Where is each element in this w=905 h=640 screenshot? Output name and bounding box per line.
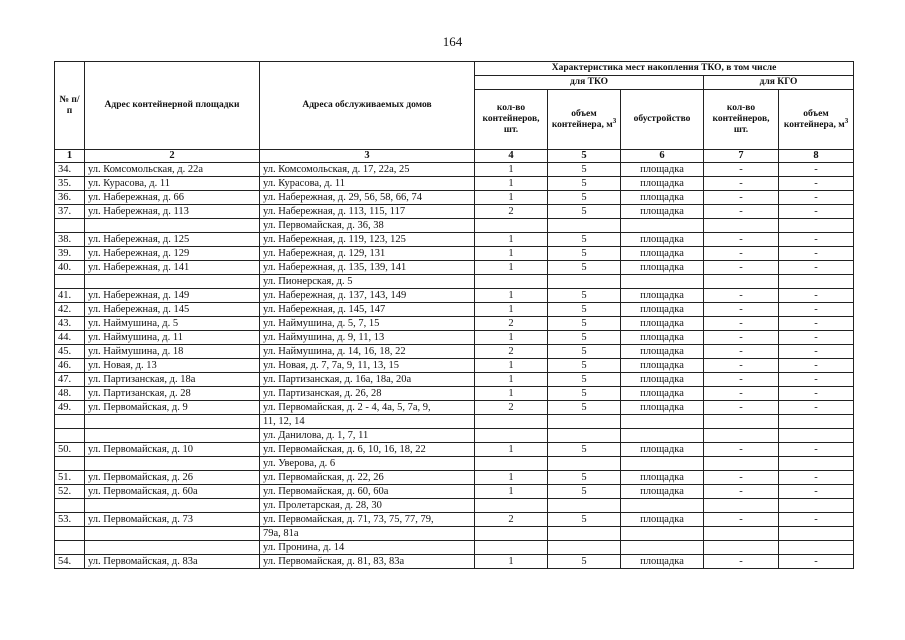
served-houses: ул. Первомайская, д. 2 - 4, 4а, 5, 7а, 9, [260,401,475,415]
kgo-count: - [704,485,779,499]
kgo-count: - [704,247,779,261]
header-characteristics: Характеристика мест накопления ТКО, в том числе [475,62,854,76]
header-count-tko: кол-во контейнеров, шт. [475,90,548,150]
tko-count: 1 [475,443,548,457]
row-number: 49. [55,401,85,415]
table-row-continuation [55,541,854,555]
kgo-count: - [704,471,779,485]
served-houses: ул. Набережная, д. 137, 143, 149 [260,289,475,303]
table-row-continuation [55,499,854,513]
site-address: ул. Набережная, д. 129 [85,247,260,261]
kgo-count: - [704,387,779,401]
site-address-blank [85,415,260,429]
arrangement: площадка [621,359,704,373]
tko-count: 1 [475,555,548,569]
kgo-volume: - [779,233,854,247]
tko-volume: 5 [548,303,621,317]
tko-count: 2 [475,205,548,219]
value-blank [779,429,854,443]
arrangement: площадка [621,345,704,359]
table-row-continuation [55,219,854,233]
served-houses: ул. Первомайская, д. 60, 60а [260,485,475,499]
value-blank [779,499,854,513]
value-blank [704,429,779,443]
value-blank [548,499,621,513]
kgo-count: - [704,331,779,345]
value-blank [475,457,548,471]
tko-count: 1 [475,261,548,275]
container-sites-table [54,61,854,569]
site-address: ул. Набережная, д. 113 [85,205,260,219]
kgo-volume: - [779,177,854,191]
tko-count: 1 [475,289,548,303]
column-number: 3 [260,150,475,163]
served-houses: ул. Пролетарская, д. 28, 30 [260,499,475,513]
value-blank [621,275,704,289]
row-number: 35. [55,177,85,191]
kgo-volume: - [779,359,854,373]
arrangement: площадка [621,303,704,317]
value-blank [475,219,548,233]
served-houses: ул. Партизанская, д. 26, 28 [260,387,475,401]
kgo-volume: - [779,513,854,527]
tko-volume: 5 [548,247,621,261]
kgo-volume: - [779,401,854,415]
table-row [55,373,854,387]
tko-volume: 5 [548,359,621,373]
table-row [55,261,854,275]
row-number: 40. [55,261,85,275]
row-number: 50. [55,443,85,457]
kgo-volume: - [779,331,854,345]
tko-volume: 5 [548,443,621,457]
value-blank [621,499,704,513]
served-houses: ул. Набережная, д. 119, 123, 125 [260,233,475,247]
row-number-blank [55,499,85,513]
table-row [55,289,854,303]
column-number: 7 [704,150,779,163]
kgo-volume: - [779,261,854,275]
row-number: 48. [55,387,85,401]
kgo-count: - [704,401,779,415]
kgo-count: - [704,359,779,373]
table-row [55,247,854,261]
site-address: ул. Наймушина, д. 11 [85,331,260,345]
kgo-count: - [704,317,779,331]
kgo-volume: - [779,387,854,401]
kgo-count: - [704,443,779,457]
served-houses: ул. Пронина, д. 14 [260,541,475,555]
arrangement: площадка [621,331,704,345]
value-blank [475,527,548,541]
site-address: ул. Партизанская, д. 28 [85,387,260,401]
arrangement: площадка [621,471,704,485]
served-houses: ул. Комсомольская, д. 17, 22а, 25 [260,163,475,177]
row-number-blank [55,429,85,443]
served-houses: 11, 12, 14 [260,415,475,429]
served-houses: 79а, 81а [260,527,475,541]
table-row [55,345,854,359]
row-number: 52. [55,485,85,499]
row-number: 51. [55,471,85,485]
value-blank [779,219,854,233]
served-houses: ул. Уверова, д. 6 [260,457,475,471]
site-address: ул. Набережная, д. 145 [85,303,260,317]
value-blank [779,275,854,289]
served-houses: ул. Набережная, д. 29, 56, 58, 66, 74 [260,191,475,205]
site-address: ул. Набережная, д. 141 [85,261,260,275]
column-number: 6 [621,150,704,163]
value-blank [621,527,704,541]
value-blank [548,219,621,233]
kgo-volume: - [779,247,854,261]
served-houses: ул. Данилова, д. 1, 7, 11 [260,429,475,443]
site-address: ул. Первомайская, д. 73 [85,513,260,527]
row-number-blank [55,527,85,541]
tko-volume: 5 [548,387,621,401]
tko-count: 2 [475,317,548,331]
table-body [55,163,854,569]
tko-count: 1 [475,163,548,177]
row-number: 43. [55,317,85,331]
tko-volume: 5 [548,485,621,499]
kgo-count: - [704,205,779,219]
kgo-volume: - [779,345,854,359]
table-row [55,485,854,499]
kgo-count: - [704,233,779,247]
table-row-continuation [55,527,854,541]
value-blank [621,219,704,233]
kgo-volume: - [779,485,854,499]
table-row [55,233,854,247]
table-row-continuation [55,275,854,289]
site-address: ул. Наймушина, д. 5 [85,317,260,331]
site-address-blank [85,457,260,471]
row-number-blank [55,219,85,233]
site-address: ул. Наймушина, д. 18 [85,345,260,359]
tko-count: 1 [475,177,548,191]
row-number: 37. [55,205,85,219]
arrangement: площадка [621,177,704,191]
site-address-blank [85,527,260,541]
value-blank [475,415,548,429]
row-number: 41. [55,289,85,303]
row-number-blank [55,541,85,555]
table-row [55,331,854,345]
site-address: ул. Новая, д. 13 [85,359,260,373]
served-houses: ул. Первомайская, д. 22, 26 [260,471,475,485]
row-number: 54. [55,555,85,569]
arrangement: площадка [621,261,704,275]
tko-volume: 5 [548,191,621,205]
tko-volume: 5 [548,373,621,387]
tko-count: 2 [475,513,548,527]
table-row [55,513,854,527]
tko-volume: 5 [548,261,621,275]
site-address: ул. Партизанская, д. 18а [85,373,260,387]
tko-count: 1 [475,485,548,499]
arrangement: площадка [621,191,704,205]
arrangement: площадка [621,205,704,219]
value-blank [548,541,621,555]
served-houses: ул. Первомайская, д. 71, 73, 75, 77, 79, [260,513,475,527]
header-kgo: для КГО [704,76,854,90]
row-number: 46. [55,359,85,373]
tko-count: 1 [475,359,548,373]
kgo-count: - [704,345,779,359]
table-row [55,177,854,191]
value-blank [621,415,704,429]
value-blank [704,541,779,555]
kgo-volume: - [779,317,854,331]
served-houses: ул. Набережная, д. 113, 115, 117 [260,205,475,219]
kgo-volume: - [779,555,854,569]
value-blank [621,429,704,443]
value-blank [548,527,621,541]
table-row [55,317,854,331]
value-blank [475,499,548,513]
kgo-count: - [704,163,779,177]
value-blank [621,457,704,471]
kgo-volume: - [779,373,854,387]
column-number: 4 [475,150,548,163]
table-row [55,205,854,219]
site-address-blank [85,219,260,233]
site-address: ул. Первомайская, д. 83а [85,555,260,569]
site-address: ул. Первомайская, д. 26 [85,471,260,485]
value-blank [779,541,854,555]
tko-volume: 5 [548,163,621,177]
kgo-count: - [704,191,779,205]
arrangement: площадка [621,401,704,415]
row-number: 39. [55,247,85,261]
column-number-row [55,150,854,163]
value-blank [475,275,548,289]
row-number-blank [55,415,85,429]
arrangement: площадка [621,555,704,569]
site-address: ул. Первомайская, д. 60а [85,485,260,499]
kgo-count: - [704,373,779,387]
column-number: 2 [85,150,260,163]
table-row-continuation [55,415,854,429]
row-number: 34. [55,163,85,177]
arrangement: площадка [621,443,704,457]
row-number: 38. [55,233,85,247]
tko-count: 1 [475,303,548,317]
served-houses: ул. Первомайская, д. 36, 38 [260,219,475,233]
served-houses: ул. Наймушина, д. 9, 11, 13 [260,331,475,345]
arrangement: площадка [621,513,704,527]
table-row [55,163,854,177]
table-row [55,401,854,415]
site-address-blank [85,499,260,513]
table-row [55,303,854,317]
served-houses: ул. Новая, д. 7, 7а, 9, 11, 13, 15 [260,359,475,373]
tko-count: 1 [475,191,548,205]
value-blank [704,219,779,233]
served-houses: ул. Набережная, д. 129, 131 [260,247,475,261]
tko-volume: 5 [548,401,621,415]
kgo-volume: - [779,289,854,303]
value-blank [548,415,621,429]
tko-volume: 5 [548,345,621,359]
kgo-count: - [704,303,779,317]
arrangement: площадка [621,163,704,177]
arrangement: площадка [621,373,704,387]
kgo-count: - [704,177,779,191]
value-blank [548,429,621,443]
header-volume-tko: объем контейнера, $м^3$ [548,90,621,150]
site-address: ул. Комсомольская, д. 22а [85,163,260,177]
table-row [55,387,854,401]
header-address: Адрес контейнерной площадки [85,62,260,150]
site-address: ул. Первомайская, д. 10 [85,443,260,457]
value-blank [621,541,704,555]
header-num: № п/п [55,62,85,150]
row-number: 47. [55,373,85,387]
table-row [55,471,854,485]
value-blank [548,275,621,289]
table-row-continuation [55,457,854,471]
site-address: ул. Первомайская, д. 9 [85,401,260,415]
tko-volume: 5 [548,233,621,247]
kgo-count: - [704,513,779,527]
site-address: ул. Набережная, д. 66 [85,191,260,205]
arrangement: площадка [621,317,704,331]
table-row-continuation [55,429,854,443]
page-number: 164 [442,34,463,49]
site-address-blank [85,541,260,555]
served-houses: ул. Наймушина, д. 5, 7, 15 [260,317,475,331]
tko-volume: 5 [548,177,621,191]
served-houses: ул. Набережная, д. 135, 139, 141 [260,261,475,275]
value-blank [704,457,779,471]
kgo-volume: - [779,205,854,219]
value-blank [475,541,548,555]
row-number: 45. [55,345,85,359]
row-number: 42. [55,303,85,317]
served-houses: ул. Первомайская, д. 81, 83, 83а [260,555,475,569]
arrangement: площадка [621,247,704,261]
served-houses: ул. Партизанская, д. 16а, 18а, 20а [260,373,475,387]
kgo-volume: - [779,191,854,205]
tko-count: 1 [475,373,548,387]
header-volume-kgo: объем контейнера, $м^3$ [779,90,854,150]
tko-count: 2 [475,401,548,415]
row-number-blank [55,275,85,289]
site-address-blank [85,429,260,443]
header-count-kgo: кол-во контейнеров, шт. [704,90,779,150]
value-blank [704,415,779,429]
row-number: 53. [55,513,85,527]
header-houses: Адреса обслуживаемых домов [260,62,475,150]
served-houses: ул. Курасова, д. 11 [260,177,475,191]
value-blank [779,415,854,429]
tko-count: 1 [475,247,548,261]
kgo-count: - [704,555,779,569]
served-houses: ул. Набережная, д. 145, 147 [260,303,475,317]
column-number: 5 [548,150,621,163]
column-number: 8 [779,150,854,163]
table-row [55,443,854,457]
arrangement: площадка [621,233,704,247]
served-houses: ул. Первомайская, д. 6, 10, 16, 18, 22 [260,443,475,457]
row-number: 36. [55,191,85,205]
header-arrangement: обустройство [621,90,704,150]
kgo-count: - [704,289,779,303]
value-blank [704,527,779,541]
value-blank [704,275,779,289]
value-blank [548,457,621,471]
value-blank [704,499,779,513]
tko-volume: 5 [548,331,621,345]
tko-count: 1 [475,233,548,247]
value-blank [475,429,548,443]
kgo-count: - [704,261,779,275]
tko-volume: 5 [548,205,621,219]
row-number: 44. [55,331,85,345]
tko-volume: 5 [548,289,621,303]
site-address: ул. Курасова, д. 11 [85,177,260,191]
site-address-blank [85,275,260,289]
site-address: ул. Набережная, д. 125 [85,233,260,247]
value-blank [779,457,854,471]
arrangement: площадка [621,485,704,499]
kgo-volume: - [779,443,854,457]
value-blank [779,527,854,541]
served-houses: ул. Пионерская, д. 5 [260,275,475,289]
tko-count: 2 [475,345,548,359]
tko-volume: 5 [548,555,621,569]
served-houses: ул. Наймушина, д. 14, 16, 18, 22 [260,345,475,359]
tko-count: 1 [475,471,548,485]
table-row [55,555,854,569]
arrangement: площадка [621,387,704,401]
site-address: ул. Набережная, д. 149 [85,289,260,303]
kgo-volume: - [779,303,854,317]
header-tko: для ТКО [475,76,704,90]
kgo-volume: - [779,471,854,485]
tko-volume: 5 [548,513,621,527]
arrangement: площадка [621,289,704,303]
row-number-blank [55,457,85,471]
kgo-volume: - [779,163,854,177]
table-row [55,359,854,373]
table-row [55,191,854,205]
tko-count: 1 [475,331,548,345]
column-number: 1 [55,150,85,163]
tko-volume: 5 [548,317,621,331]
tko-count: 1 [475,387,548,401]
tko-volume: 5 [548,471,621,485]
